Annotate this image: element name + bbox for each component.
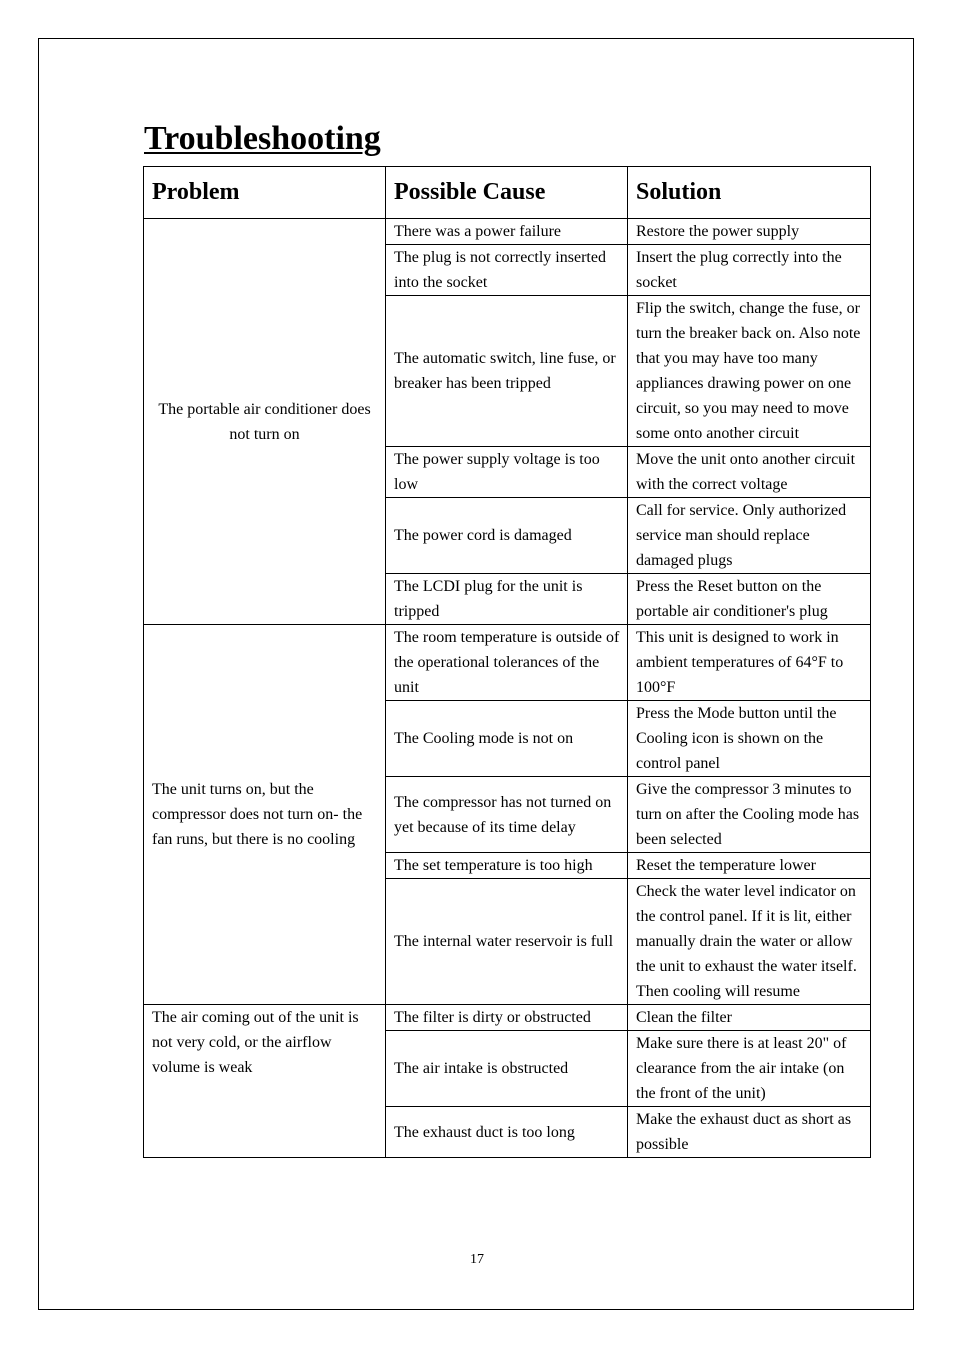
cause-cell: The automatic switch, line fuse, or breaker has been tripped xyxy=(386,296,628,447)
solution-cell: Press the Mode button until the Cooling icon is shown on the control panel xyxy=(628,701,871,777)
table-row xyxy=(144,625,871,701)
problem-cell: The portable air conditioner does not turn on xyxy=(144,219,386,625)
solution-cell: Check the water level indicator on the control panel. If it is lit, either manually drain the water or allow the unit to exhaust the water itself. Then cooling will resume xyxy=(628,879,871,1005)
solution-cell: Make sure there is at least 20" of clearance from the air intake (on the front of the unit) xyxy=(628,1031,871,1107)
cause-cell: The plug is not correctly inserted into the socket xyxy=(386,245,628,296)
solution-cell: Give the compressor 3 minutes to turn on after the Cooling mode has been selected xyxy=(628,777,871,853)
solution-cell: Make the exhaust duct as short as possible xyxy=(628,1107,871,1158)
table-row xyxy=(144,1005,871,1031)
page-title: Troubleshooting xyxy=(144,120,381,157)
cause-cell: There was a power failure xyxy=(386,219,628,245)
header-solution: Solution xyxy=(628,167,871,219)
solution-cell: This unit is designed to work in ambient temperatures of 64°F to 100°F xyxy=(628,625,871,701)
cause-cell: The compressor has not turned on yet because of its time delay xyxy=(386,777,628,853)
solution-cell: Move the unit onto another circuit with the correct voltage xyxy=(628,447,871,498)
header-problem: Problem xyxy=(144,167,386,219)
solution-cell: Restore the power supply xyxy=(628,219,871,245)
page-number: 17 xyxy=(470,1252,484,1267)
cause-cell: The power cord is damaged xyxy=(386,498,628,574)
cause-cell: The set temperature is too high xyxy=(386,853,628,879)
table-row xyxy=(144,219,871,245)
cause-cell: The Cooling mode is not on xyxy=(386,701,628,777)
solution-cell: Insert the plug correctly into the socket xyxy=(628,245,871,296)
problem-cell: The unit turns on, but the compressor does not turn on- the fan runs, but there is no cooling xyxy=(144,625,386,1005)
problem-cell: The air coming out of the unit is not very cold, or the airflow volume is weak xyxy=(144,1005,386,1158)
cause-cell: The internal water reservoir is full xyxy=(386,879,628,1005)
cause-cell: The filter is dirty or obstructed xyxy=(386,1005,628,1031)
troubleshooting-table xyxy=(143,166,871,1158)
solution-cell: Press the Reset button on the portable air conditioner's plug xyxy=(628,574,871,625)
header-possible-cause: Possible Cause xyxy=(386,167,628,219)
cause-cell: The air intake is obstructed xyxy=(386,1031,628,1107)
cause-cell: The room temperature is outside of the operational tolerances of the unit xyxy=(386,625,628,701)
solution-cell: Call for service. Only authorized service man should replace damaged plugs xyxy=(628,498,871,574)
cause-cell: The power supply voltage is too low xyxy=(386,447,628,498)
cause-cell: The LCDI plug for the unit is tripped xyxy=(386,574,628,625)
solution-cell: Clean the filter xyxy=(628,1005,871,1031)
header-row xyxy=(144,167,871,219)
cause-cell: The exhaust duct is too long xyxy=(386,1107,628,1158)
solution-cell: Reset the temperature lower xyxy=(628,853,871,879)
solution-cell: Flip the switch, change the fuse, or turn the breaker back on. Also note that you may have too many appliances drawing power on one circuit, so you may need to move some onto another circuit xyxy=(628,296,871,447)
